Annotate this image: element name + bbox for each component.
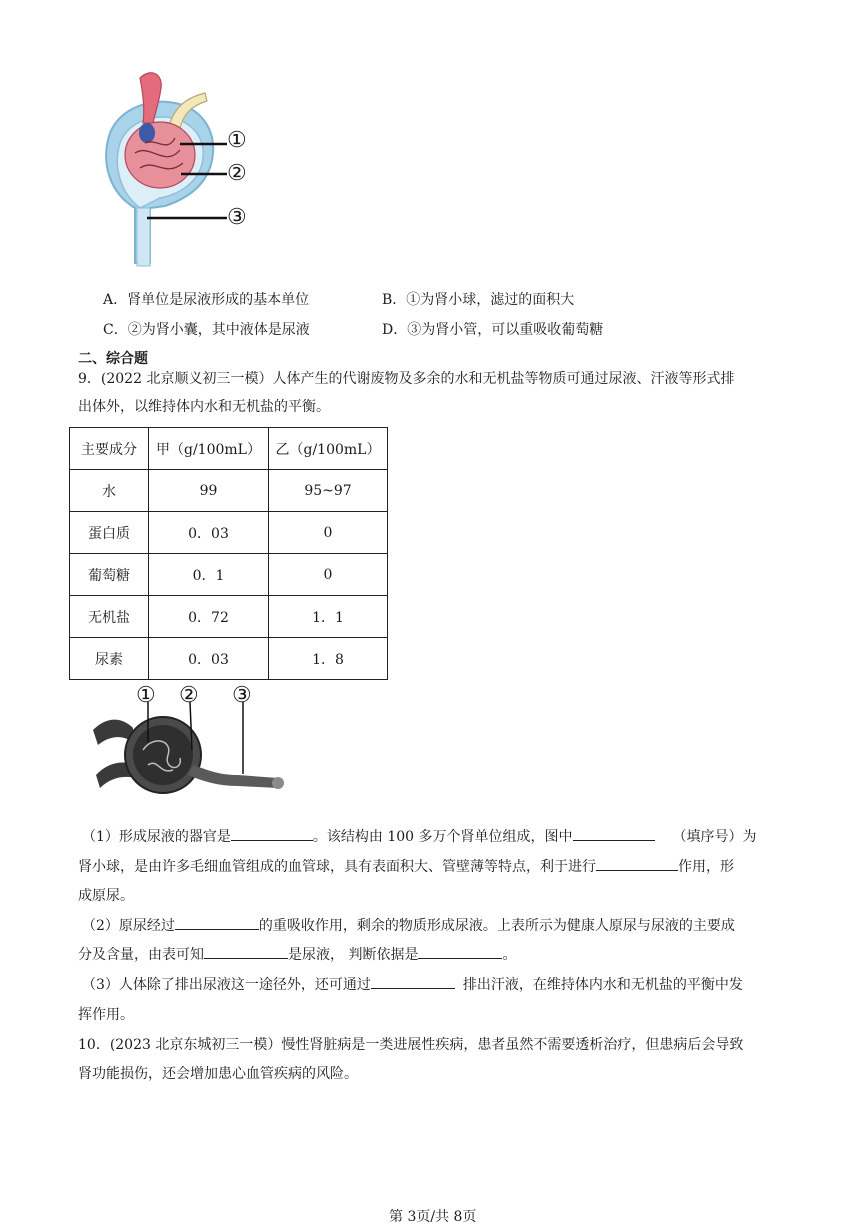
- q9-part1-line2: [78, 852, 734, 882]
- table-cell: 0: [269, 512, 388, 554]
- figure2-label-3: ③: [232, 683, 252, 708]
- q9-part2-text-b: 的重吸收作用，剩余的物质形成尿液。上表所示为健康人原尿与尿液的主要成: [258, 918, 735, 934]
- figure2-label-1: ①: [136, 683, 156, 708]
- page-footer: 第 3页/共 8页: [389, 1209, 477, 1225]
- table-cell: 水: [70, 470, 149, 512]
- q9-part2-text-d: 是尿液， 判断依据是: [288, 947, 419, 963]
- q9-part3-line2: 挥作用。: [78, 1007, 134, 1023]
- q9-part1-text-c: （填序号）为: [672, 829, 757, 845]
- table-cell: 1．8: [269, 638, 388, 680]
- q9-part3-line1: [82, 970, 743, 1000]
- figure1-label-1: ①: [227, 128, 247, 153]
- answer-blank-urine[interactable]: [204, 942, 288, 959]
- section-title: 二、综合题: [78, 351, 148, 367]
- table-row: [70, 596, 388, 638]
- q10-line-1: 10．(2023 北京东城初三一模）慢性肾脏病是一类进展性疾病，患者虽然不需要透析治疗，但患病后会导致: [78, 1037, 744, 1053]
- answer-blank-skin[interactable]: [371, 972, 455, 989]
- q9-part2-line1: [82, 911, 735, 941]
- q9-part1-text-a: （1）形成尿液的器官是: [82, 829, 231, 845]
- q9-part1-text-b: 。该结构由 100 多万个肾单位组成，图中: [312, 829, 573, 845]
- figure1-label-2: ②: [227, 161, 247, 186]
- composition-table: [69, 427, 388, 680]
- q9-part3-text-b: 排出汗液，在维持体内水和无机盐的平衡中发: [462, 977, 743, 993]
- table-cell: 0．03: [149, 512, 269, 554]
- table-cell: 葡萄糖: [70, 554, 149, 596]
- table-header: 乙（g/100mL）: [269, 428, 388, 470]
- table-row: [70, 554, 388, 596]
- table-header-row: [70, 428, 388, 470]
- figure2-label-2: ②: [179, 683, 199, 708]
- q9-part2-line2: [78, 940, 516, 970]
- table-cell: 0．1: [149, 554, 269, 596]
- table-cell: 0．03: [149, 638, 269, 680]
- q9-part1-line3: 成原尿。: [78, 888, 134, 904]
- table-cell: 尿素: [70, 638, 149, 680]
- answer-blank-organ[interactable]: [231, 824, 313, 841]
- table-cell: 蛋白质: [70, 512, 149, 554]
- table-cell: 0．72: [149, 596, 269, 638]
- option-a: A．肾单位是尿液形成的基本单位: [103, 292, 310, 308]
- answer-blank-structure[interactable]: [175, 913, 259, 930]
- table-cell: 无机盐: [70, 596, 149, 638]
- answer-blank-number[interactable]: [573, 824, 655, 841]
- answer-blank-process[interactable]: [596, 854, 678, 871]
- answer-blank-reason[interactable]: [418, 942, 502, 959]
- table-header: 甲（g/100mL）: [149, 428, 269, 470]
- table-row: [70, 470, 388, 512]
- q9-part1-text-d: 肾小球，是由许多毛细血管组成的血管球，具有表面积大、管壁薄等特点，利于进行: [78, 859, 596, 875]
- table-cell: 95~97: [269, 470, 388, 512]
- option-d: D．③为肾小管，可以重吸收葡萄糖: [382, 322, 604, 338]
- q9-part1-line1: [82, 822, 757, 852]
- q9-part2-text-e: 。: [502, 947, 517, 963]
- table-cell: 0: [269, 554, 388, 596]
- option-c: C．②为肾小囊，其中液体是尿液: [103, 322, 310, 338]
- q9-line-1: 9．(2022 北京顺义初三一模）人体产生的代谢废物及多余的水和无机盐等物质可通过尿液、汗液等形式排: [78, 371, 735, 387]
- table-header: 主要成分: [70, 428, 149, 470]
- table-row: [70, 512, 388, 554]
- figure1-label-3: ③: [227, 205, 247, 230]
- q9-line-2: 出体外，以维持体内水和无机盐的平衡。: [78, 399, 330, 415]
- q9-part1-text-e: 作用，形: [678, 859, 734, 875]
- q10-line-2: 肾功能损伤，还会增加患心血管疾病的风险。: [78, 1066, 358, 1082]
- q9-part3-text-a: （3）人体除了排出尿液这一途径外，还可通过: [82, 977, 371, 993]
- q9-part2-text-c: 分及含量，由表可知: [78, 947, 204, 963]
- table-cell: 99: [149, 470, 269, 512]
- q9-part2-text-a: （2）原尿经过: [82, 918, 175, 934]
- table-row: [70, 638, 388, 680]
- table-cell: 1．1: [269, 596, 388, 638]
- option-b: B．①为肾小球，滤过的面积大: [382, 292, 575, 308]
